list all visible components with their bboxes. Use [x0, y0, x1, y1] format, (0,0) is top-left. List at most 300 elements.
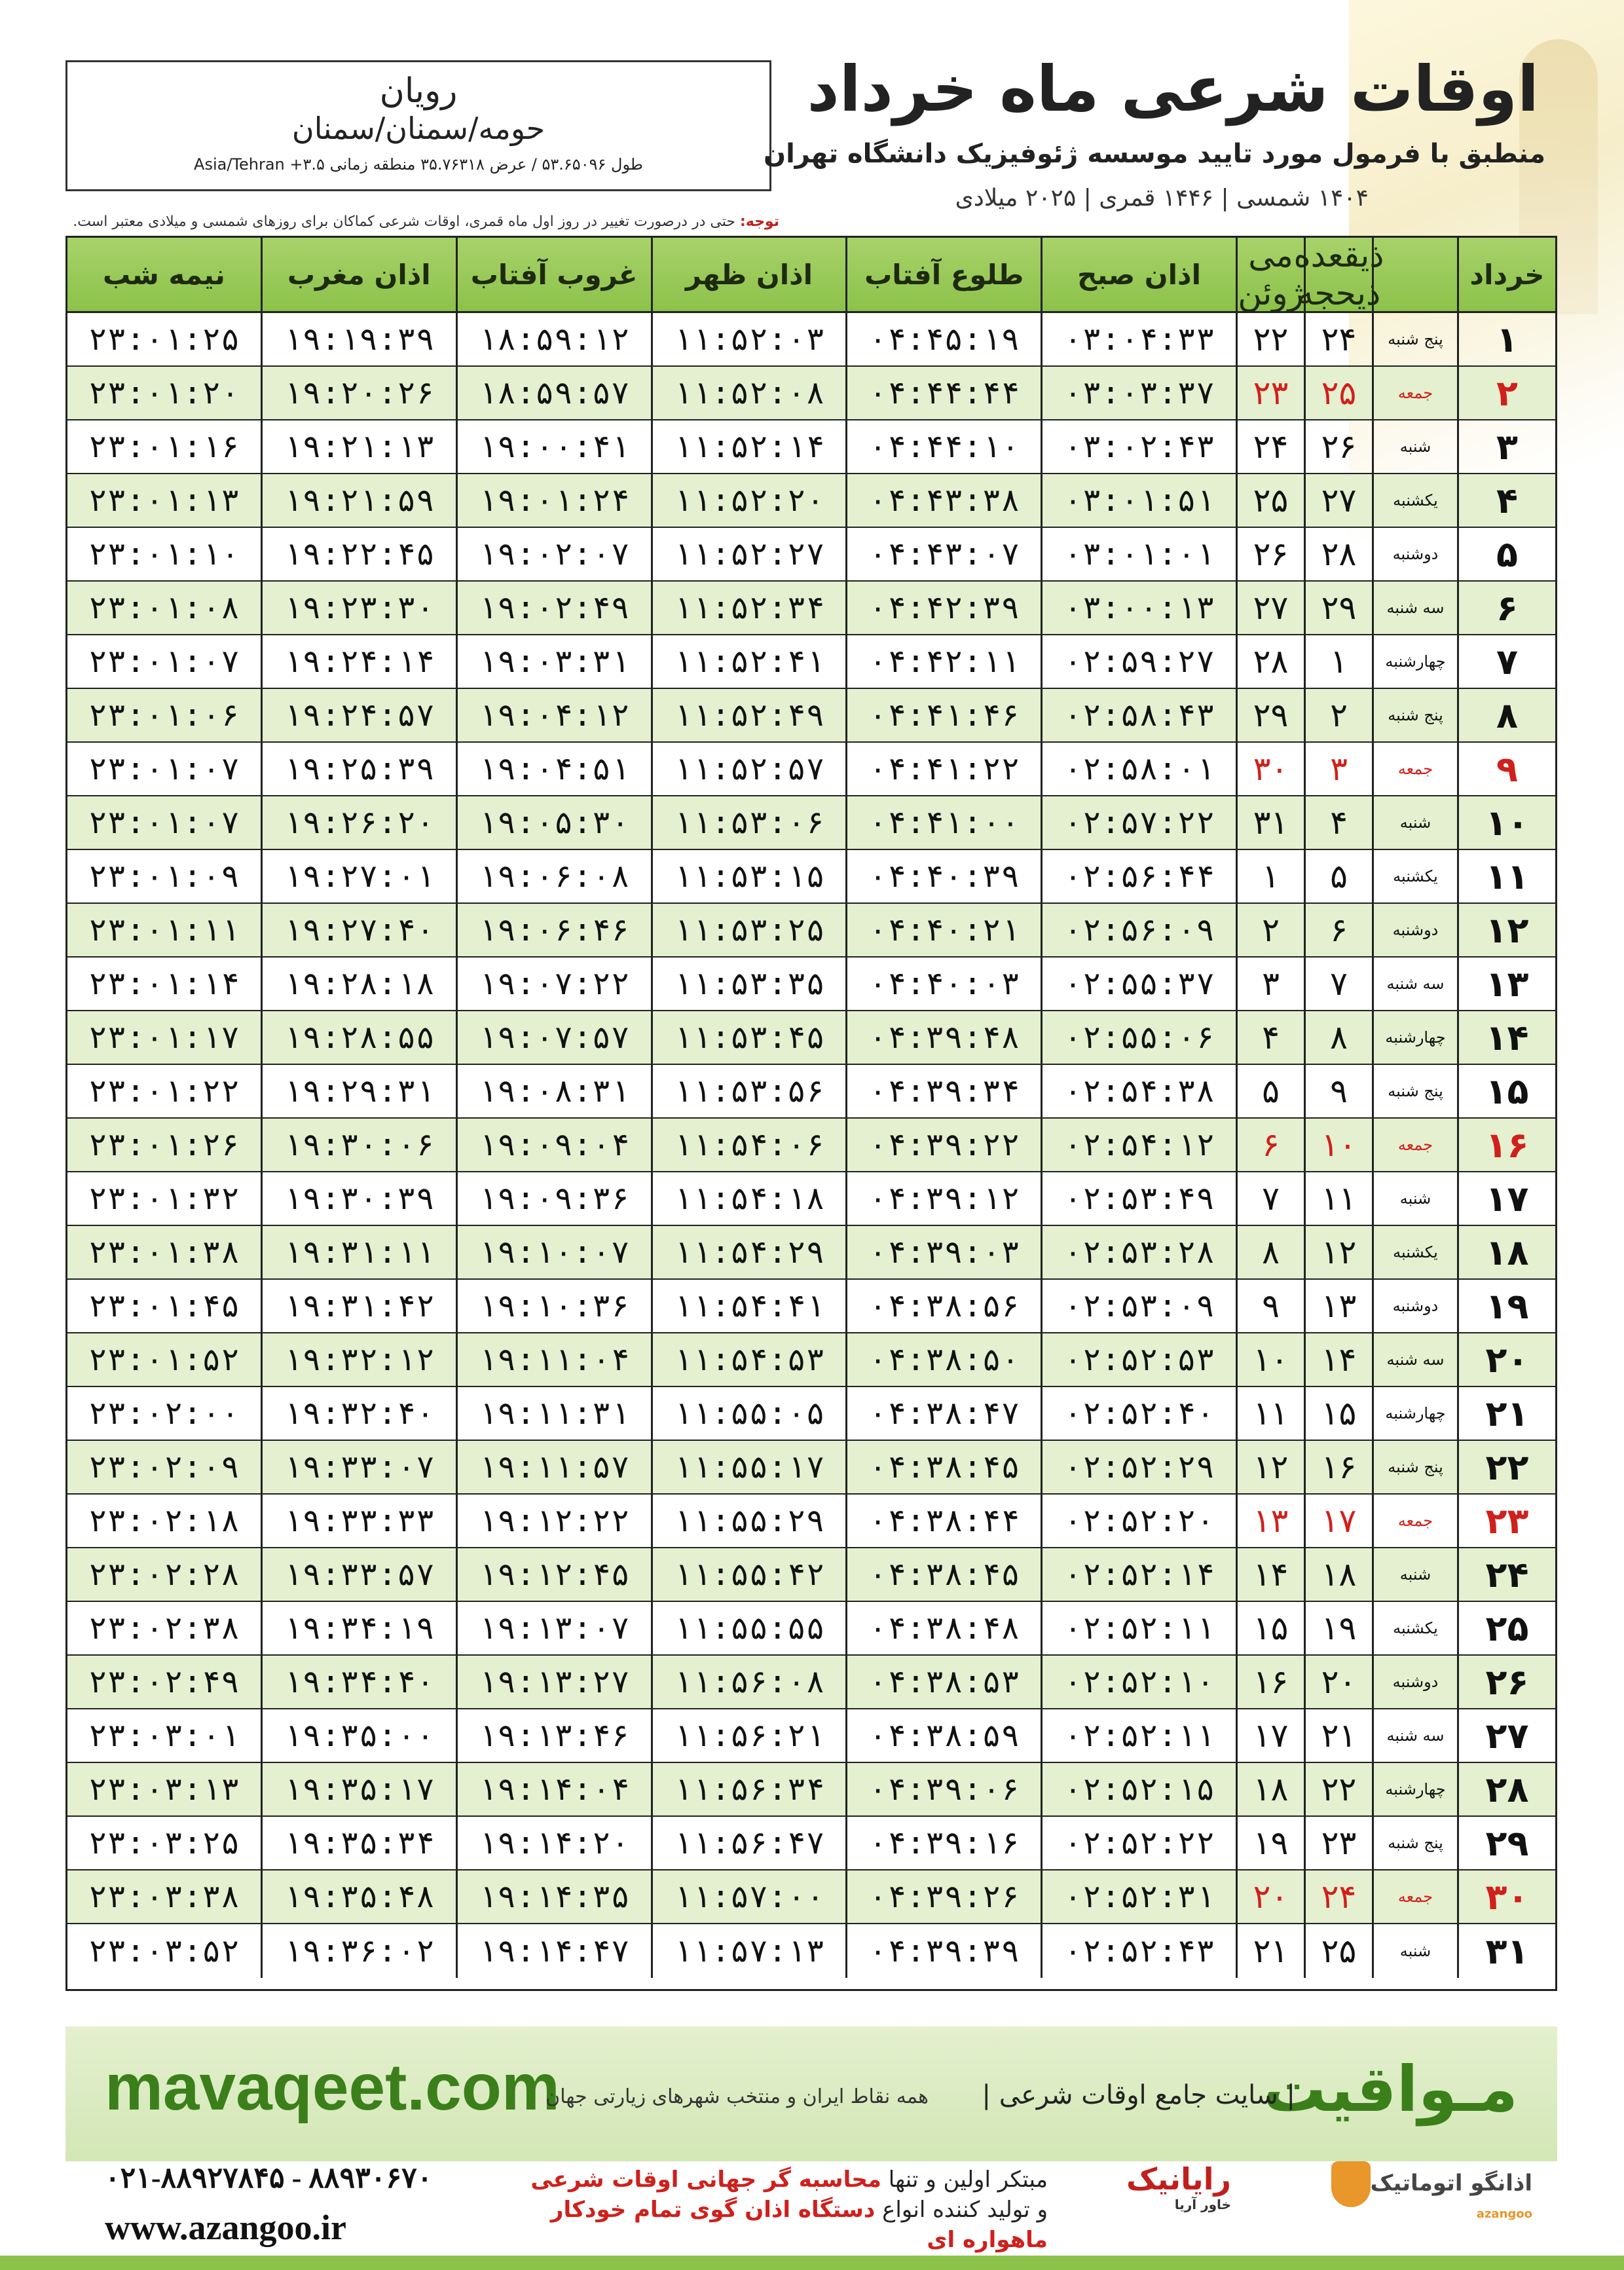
table-row: [67, 689, 1555, 743]
gregorian-day: ۶: [1236, 1119, 1304, 1171]
sunset-time: ۱۹:۱۱:۳۱: [456, 1387, 651, 1440]
gregorian-day: ۱۶: [1236, 1656, 1304, 1708]
day-number: [1457, 1656, 1555, 1708]
day-number: [1457, 1226, 1555, 1278]
weekday: شنبه: [1372, 1548, 1457, 1601]
weekday: جمعه: [1372, 367, 1457, 419]
table-row: [67, 958, 1555, 1011]
table-row: [67, 313, 1555, 367]
day-number: [1457, 635, 1555, 688]
table-row: [67, 1333, 1555, 1387]
midnight-time: ۲۳:۰۱:۲۵: [88, 321, 240, 358]
gregorian-day: ۲۵: [1236, 474, 1304, 527]
azangoo-logo: [1323, 2161, 1532, 2221]
day-number: [1457, 796, 1555, 849]
hijri-day: ۲۵: [1304, 1924, 1372, 1978]
weekday: سه شنبه: [1372, 958, 1457, 1010]
day-number: [1457, 528, 1555, 580]
hijri-day: ۶: [1304, 904, 1372, 956]
gregorian-day: ۲۸: [1236, 635, 1304, 688]
day-number: [1457, 1924, 1555, 1978]
bottom-stripe: [0, 2256, 1624, 2270]
hijri-day: ۱۵: [1304, 1387, 1372, 1440]
sunrise-time: ۰۴:۳۹:۳۴: [845, 1065, 1041, 1117]
dhuhr-time: ۱۱:۵۶:۰۸: [651, 1656, 846, 1708]
gregorian-day: ۲۷: [1236, 582, 1304, 634]
gregorian-day: ۱۸: [1236, 1763, 1304, 1815]
day-number-text: ۱۱: [1485, 855, 1529, 897]
fajr-time: ۰۲:۵۹:۲۷: [1041, 635, 1236, 688]
weekday: دوشنبه: [1372, 1656, 1457, 1708]
table-row: [67, 743, 1555, 796]
fajr-time: ۰۲:۵۳:۴۹: [1041, 1172, 1236, 1225]
day-number: [1457, 1119, 1555, 1171]
col-month: خرداد: [1457, 238, 1555, 311]
midnight-time: ۲۳:۰۱:۲۶: [88, 1126, 240, 1163]
day-number: [1457, 1011, 1555, 1064]
dhuhr-time: ۱۱:۵۳:۳۵: [651, 958, 846, 1010]
note: [65, 214, 779, 230]
col-weekday: [1372, 238, 1457, 311]
gregorian-day: ۲۶: [1236, 528, 1304, 580]
midnight-time: ۲۳:۰۱:۴۵: [88, 1288, 240, 1324]
location-name: رویان: [379, 71, 458, 111]
sunset-time: ۱۹:۰۰:۴۱: [456, 420, 651, 473]
sunrise-time: ۰۴:۳۸:۴۸: [845, 1602, 1041, 1654]
day-number-text: ۵: [1496, 533, 1518, 575]
fajr-time: ۰۲:۵۲:۱۱: [1041, 1709, 1236, 1762]
day-number-text: ۲۱: [1485, 1392, 1529, 1434]
sunrise-time: ۰۴:۳۸:۴۷: [845, 1387, 1041, 1440]
day-number-text: ۱۵: [1485, 1070, 1529, 1112]
sunrise-time: ۰۴:۴۳:۳۸: [845, 474, 1041, 527]
day-number-text: ۲۰: [1485, 1339, 1529, 1381]
midnight-time: ۲۳:۰۱:۱۳: [88, 482, 240, 519]
col-greg-top: می: [1248, 236, 1293, 274]
gregorian-day: ۲۳: [1236, 367, 1304, 419]
day-number: [1457, 1495, 1555, 1547]
hijri-day: ۴: [1304, 796, 1372, 849]
table-row: [67, 1817, 1555, 1870]
fajr-time: ۰۲:۵۸:۰۱: [1041, 743, 1236, 795]
table-row: [67, 582, 1555, 635]
maghrib-time: ۱۹:۲۸:۵۵: [261, 1011, 456, 1064]
hijri-day: ۲۰: [1304, 1656, 1372, 1708]
gregorian-day: ۲۹: [1236, 689, 1304, 741]
sunset-time: ۱۹:۱۴:۲۰: [456, 1817, 651, 1869]
day-number-text: ۴: [1496, 479, 1518, 521]
promo-text: [458, 2165, 1048, 2255]
day-number-text: ۶: [1496, 587, 1518, 629]
hijri-day: ۱۸: [1304, 1548, 1372, 1601]
sunset-time: ۱۸:۵۹:۵۷: [456, 367, 651, 419]
gregorian-day: ۵: [1236, 1065, 1304, 1117]
maghrib-time: ۱۹:۲۰:۲۶: [261, 367, 456, 419]
midnight-time: ۲۳:۰۱:۰۷: [88, 804, 240, 841]
table-row: [67, 1602, 1555, 1656]
sunrise-time: ۰۴:۳۹:۲۶: [845, 1870, 1041, 1923]
sunrise-time: ۰۴:۳۸:۴۴: [845, 1495, 1041, 1547]
day-number-text: ۱۶: [1485, 1124, 1529, 1166]
gregorian-day: ۲۲: [1236, 313, 1304, 365]
sunrise-time: ۰۴:۴۲:۱۱: [845, 635, 1041, 688]
gregorian-day: ۹: [1236, 1280, 1304, 1332]
midnight-time: ۲۳:۰۱:۰۷: [88, 643, 240, 680]
dhuhr-time: ۱۱:۵۲:۲۷: [651, 528, 846, 580]
maghrib-time: ۱۹:۱۹:۳۹: [261, 313, 456, 365]
rayanik-logo-sub: خاور آریا: [1174, 2197, 1231, 2212]
day-number: [1457, 1870, 1555, 1923]
dhuhr-time: ۱۱:۵۴:۱۸: [651, 1172, 846, 1225]
sunrise-time: ۰۴:۴۰:۰۳: [845, 958, 1041, 1010]
midnight-time: ۲۳:۰۱:۱۴: [88, 965, 240, 1002]
day-number-text: ۳: [1496, 426, 1518, 468]
day-number-text: ۲۸: [1485, 1768, 1529, 1810]
gregorian-day: ۴: [1236, 1011, 1304, 1064]
day-number-text: ۳۱: [1485, 1930, 1529, 1972]
table-row: [67, 1441, 1555, 1495]
col-hijri-top: ذیقعده: [1293, 236, 1384, 274]
day-number: [1457, 420, 1555, 473]
midnight-time: ۲۳:۰۳:۵۲: [88, 1933, 240, 1969]
day-number-text: ۲۵: [1485, 1607, 1529, 1649]
page-title: اوقات شرعی ماه خرداد: [807, 52, 1539, 126]
hijri-day: ۳: [1304, 743, 1372, 795]
sunset-time: ۱۹:۰۹:۳۶: [456, 1172, 651, 1225]
promo-line2-a: و تولید کننده انواع: [882, 2197, 1048, 2223]
table-row: [67, 420, 1555, 474]
sunrise-time: ۰۴:۴۰:۳۹: [845, 850, 1041, 902]
weekday: چهارشنبه: [1372, 635, 1457, 688]
maghrib-time: ۱۹:۳۵:۳۴: [261, 1817, 456, 1869]
hijri-day: ۲۱: [1304, 1709, 1372, 1762]
dhuhr-time: ۱۱:۵۴:۴۱: [651, 1280, 846, 1332]
sunset-time: ۱۹:۱۳:۰۷: [456, 1602, 651, 1654]
gregorian-day: ۲: [1236, 904, 1304, 956]
day-number: [1457, 850, 1555, 902]
table-row: [67, 528, 1555, 582]
maghrib-time: ۱۹:۳۱:۴۲: [261, 1280, 456, 1332]
hijri-day: ۲۴: [1304, 313, 1372, 365]
sunset-time: ۱۹:۱۴:۰۴: [456, 1763, 651, 1815]
day-number-text: ۲۴: [1485, 1554, 1529, 1595]
sunrise-time: ۰۴:۳۸:۴۵: [845, 1441, 1041, 1493]
table-row: [67, 1763, 1555, 1817]
day-number: [1457, 1763, 1555, 1815]
day-number-text: ۲۲: [1485, 1446, 1529, 1488]
note-label: توجه:: [739, 214, 779, 230]
fajr-time: ۰۲:۵۲:۲۹: [1041, 1441, 1236, 1493]
weekday: جمعه: [1372, 1495, 1457, 1547]
table-row: [67, 367, 1555, 420]
fajr-time: ۰۲:۵۲:۲۰: [1041, 1495, 1236, 1547]
maghrib-time: ۱۹:۳۳:۳۳: [261, 1495, 456, 1547]
fajr-time: ۰۳:۰۲:۴۳: [1041, 420, 1236, 473]
col-hijri: [1293, 236, 1384, 312]
azangoo-link[interactable]: www.azangoo.ir: [105, 2208, 346, 2247]
midnight-time: ۲۳:۰۱:۱۱: [88, 912, 240, 948]
maghrib-time: ۱۹:۳۵:۱۷: [261, 1763, 456, 1815]
gregorian-day: ۷: [1236, 1172, 1304, 1225]
sunset-time: ۱۹:۱۴:۳۵: [456, 1870, 651, 1923]
col-fajr: اذان صبح: [1041, 238, 1236, 311]
weekday: جمعه: [1372, 1119, 1457, 1171]
midnight-time: ۲۳:۰۲:۰۰: [88, 1395, 240, 1432]
weekday: شنبه: [1372, 420, 1457, 473]
sunset-time: ۱۸:۵۹:۱۲: [456, 313, 651, 365]
hijri-day: ۲۲: [1304, 1763, 1372, 1815]
footer-banner: [65, 2026, 1557, 2161]
fajr-time: ۰۲:۵۴:۳۸: [1041, 1065, 1236, 1117]
maghrib-time: ۱۹:۲۴:۵۷: [261, 689, 456, 741]
sunrise-time: ۰۴:۴۴:۱۰: [845, 420, 1041, 473]
dhuhr-time: ۱۱:۵۴:۰۶: [651, 1119, 846, 1171]
sunset-time: ۱۹:۱۱:۰۴: [456, 1333, 651, 1386]
day-number-text: ۳۰: [1485, 1876, 1529, 1918]
sunset-time: ۱۹:۰۶:۰۸: [456, 850, 651, 902]
dhuhr-time: ۱۱:۵۳:۰۶: [651, 796, 846, 849]
day-number-text: ۲۳: [1485, 1500, 1529, 1542]
col-midnight: نیمه شب: [102, 258, 225, 291]
day-number-text: ۱۴: [1485, 1016, 1529, 1058]
fajr-time: ۰۲:۵۳:۰۹: [1041, 1280, 1236, 1332]
azangoo-icon: [1331, 2161, 1371, 2207]
weekday: دوشنبه: [1372, 528, 1457, 580]
dhuhr-time: ۱۱:۵۵:۰۵: [651, 1387, 846, 1440]
gregorian-day: ۱۹: [1236, 1817, 1304, 1869]
azangoo-text: اذانگو اتوماتیک: [1370, 2170, 1532, 2197]
hijri-day: ۱۷: [1304, 1495, 1372, 1547]
gregorian-day: ۱۱: [1236, 1387, 1304, 1440]
weekday: پنج شنبه: [1372, 313, 1457, 365]
promo-line1-a: مبتکر اولین و تنها: [888, 2167, 1048, 2193]
day-number-text: ۲۷: [1485, 1715, 1529, 1757]
table-body: [67, 313, 1555, 1978]
weekday: شنبه: [1372, 1172, 1457, 1225]
sunrise-time: ۰۴:۳۸:۵۹: [845, 1709, 1041, 1762]
midnight-time: ۲۳:۰۱:۳۸: [88, 1234, 240, 1271]
fajr-time: ۰۳:۰۰:۱۳: [1041, 582, 1236, 634]
location-coords: طول ۵۳.۶۵۰۹۶ / عرض ۳۵.۷۶۳۱۸ منطقه زمانی ۳.۵+ Asia/Tehran: [194, 155, 643, 174]
day-number: [1457, 743, 1555, 795]
table-row: [67, 1870, 1555, 1924]
dhuhr-time: ۱۱:۵۲:۰۸: [651, 367, 846, 419]
dhuhr-time: ۱۱:۵۵:۵۵: [651, 1602, 846, 1654]
day-number: [1457, 958, 1555, 1010]
sunset-time: ۱۹:۰۴:۱۲: [456, 689, 651, 741]
day-number-text: ۱۰: [1485, 802, 1529, 844]
col-dhuhr: اذان ظهر: [651, 238, 846, 311]
fajr-time: ۰۲:۵۲:۱۱: [1041, 1602, 1236, 1654]
sunrise-time: ۰۴:۳۹:۴۸: [845, 1011, 1041, 1064]
fajr-time: ۰۲:۵۲:۴۳: [1041, 1924, 1236, 1978]
midnight-time: ۲۳:۰۳:۳۸: [88, 1878, 240, 1915]
maghrib-time: ۱۹:۲۶:۲۰: [261, 796, 456, 849]
sunrise-time: ۰۴:۴۴:۴۴: [845, 367, 1041, 419]
maghrib-time: ۱۹:۳۵:۰۰: [261, 1709, 456, 1762]
weekday: پنج شنبه: [1372, 1441, 1457, 1493]
hijri-day: ۵: [1304, 850, 1372, 902]
midnight-time: ۲۳:۰۲:۲۸: [88, 1556, 240, 1593]
dhuhr-time: ۱۱:۵۲:۱۴: [651, 420, 846, 473]
maghrib-time: ۱۹:۲۸:۱۸: [261, 958, 456, 1010]
hijri-day: ۱: [1304, 635, 1372, 688]
day-number: [1457, 689, 1555, 741]
midnight-time: ۲۳:۰۳:۰۱: [88, 1717, 240, 1754]
hijri-day: ۷: [1304, 958, 1372, 1010]
sunrise-time: ۰۴:۴۰:۲۱: [845, 904, 1041, 956]
sunrise-time: ۰۴:۳۹:۰۳: [845, 1226, 1041, 1278]
gregorian-day: ۸: [1236, 1226, 1304, 1278]
gregorian-day: ۱: [1236, 850, 1304, 902]
sunset-time: ۱۹:۱۰:۳۶: [456, 1280, 651, 1332]
table-row: [67, 1226, 1555, 1280]
hijri-day: ۱۳: [1304, 1280, 1372, 1332]
site-link[interactable]: mavaqeet.com: [105, 2051, 560, 2124]
table-row: [67, 1548, 1555, 1602]
fajr-time: ۰۲:۵۶:۰۹: [1041, 904, 1236, 956]
day-number: [1457, 1065, 1555, 1117]
gregorian-day: ۳۱: [1236, 796, 1304, 849]
weekday: یکشنبه: [1372, 1226, 1457, 1278]
weekday: یکشنبه: [1372, 474, 1457, 527]
sunrise-time: ۰۴:۳۹:۱۶: [845, 1817, 1041, 1869]
fajr-time: ۰۲:۵۲:۱۵: [1041, 1763, 1236, 1815]
table-row: [67, 474, 1555, 528]
weekday: دوشنبه: [1372, 904, 1457, 956]
maghrib-time: ۱۹:۲۹:۳۱: [261, 1065, 456, 1117]
day-number-text: ۲: [1496, 372, 1518, 414]
fajr-time: ۰۲:۵۸:۴۳: [1041, 689, 1236, 741]
table-row: [67, 850, 1555, 904]
sunrise-time: ۰۴:۳۹:۱۲: [845, 1172, 1041, 1225]
dhuhr-time: ۱۱:۵۶:۲۱: [651, 1709, 846, 1762]
sunrise-time: ۰۴:۳۹:۳۹: [845, 1924, 1041, 1978]
dhuhr-time: ۱۱:۵۲:۴۹: [651, 689, 846, 741]
col-gregorian: [1236, 238, 1304, 311]
maghrib-time: ۱۹:۲۷:۰۱: [261, 850, 456, 902]
hijri-day: ۲۹: [1304, 582, 1372, 634]
weekday: چهارشنبه: [1372, 1763, 1457, 1815]
dhuhr-time: ۱۱:۵۴:۵۳: [651, 1333, 846, 1386]
hijri-day: ۱۶: [1304, 1441, 1372, 1493]
sunrise-time: ۰۴:۳۹:۰۶: [845, 1763, 1041, 1815]
day-number-text: ۱۸: [1485, 1231, 1529, 1273]
maghrib-time: ۱۹:۲۳:۳۰: [261, 582, 456, 634]
weekday: شنبه: [1372, 796, 1457, 849]
fajr-time: ۰۲:۵۵:۰۶: [1041, 1011, 1236, 1064]
hijri-day: ۱۴: [1304, 1333, 1372, 1386]
weekday: دوشنبه: [1372, 1280, 1457, 1332]
midnight-time: ۲۳:۰۲:۴۹: [88, 1664, 240, 1700]
fajr-time: ۰۲:۵۲:۵۳: [1041, 1333, 1236, 1386]
midnight-time: ۲۳:۰۱:۵۲: [88, 1341, 240, 1378]
midnight-time: ۲۳:۰۱:۰۶: [88, 697, 240, 734]
sunset-time: ۱۹:۰۹:۰۴: [456, 1119, 651, 1171]
phone-numbers: ۰۲۱-۸۸۹۲۷۸۴۵ - ۸۸۹۳۰۶۷۰: [105, 2162, 433, 2194]
dhuhr-time: ۱۱:۵۲:۳۴: [651, 582, 846, 634]
sunset-time: ۱۹:۰۲:۰۷: [456, 528, 651, 580]
gregorian-day: ۲۴: [1236, 420, 1304, 473]
sunrise-time: ۰۴:۴۱:۰۰: [845, 796, 1041, 849]
sunset-time: ۱۹:۰۷:۵۷: [456, 1011, 651, 1064]
maghrib-time: ۱۹:۳۰:۳۹: [261, 1172, 456, 1225]
weekday: چهارشنبه: [1372, 1387, 1457, 1440]
day-number-text: ۲۹: [1485, 1822, 1529, 1864]
day-number: [1457, 1709, 1555, 1762]
gregorian-day: ۱۲: [1236, 1441, 1304, 1493]
fajr-time: ۰۲:۵۷:۲۲: [1041, 796, 1236, 849]
sunrise-time: ۰۴:۴۳:۰۷: [845, 528, 1041, 580]
dhuhr-time: ۱۱:۵۶:۳۴: [651, 1763, 846, 1815]
promo-line1-b: محاسبه گر جهانی اوقات شرعی: [530, 2167, 881, 2193]
dhuhr-time: ۱۱:۵۳:۲۵: [651, 904, 846, 956]
dhuhr-time: ۱۱:۵۴:۲۹: [651, 1226, 846, 1278]
table-row: [67, 1495, 1555, 1548]
sunrise-time: ۰۴:۴۱:۲۲: [845, 743, 1041, 795]
day-number: [1457, 1387, 1555, 1440]
sunset-time: ۱۹:۰۲:۴۹: [456, 582, 651, 634]
day-number-text: ۱۳: [1485, 963, 1529, 1005]
midnight-time: ۲۳:۰۱:۰۸: [88, 589, 240, 626]
day-number: [1457, 1280, 1555, 1332]
col-maghrib: اذان مغرب: [261, 238, 456, 311]
page-subtitle: منطبق با فرمول مورد تایید موسسه ژئوفیزیک دانشگاه تهران: [763, 139, 1545, 169]
maghrib-time: ۱۹:۳۵:۴۸: [261, 1870, 456, 1923]
weekday: چهارشنبه: [1372, 1011, 1457, 1064]
hijri-day: ۲۴: [1304, 1870, 1372, 1923]
sunrise-time: ۰۴:۳۸:۴۵: [845, 1548, 1041, 1601]
table-header: [67, 238, 1555, 313]
weekday: جمعه: [1372, 1870, 1457, 1923]
sunset-time: ۱۹:۰۵:۳۰: [456, 796, 651, 849]
sunset-time: ۱۹:۱۲:۴۵: [456, 1548, 651, 1601]
hijri-day: ۱۰: [1304, 1119, 1372, 1171]
dhuhr-time: ۱۱:۵۵:۴۲: [651, 1548, 846, 1601]
midnight-time: ۲۳:۰۲:۱۸: [88, 1502, 240, 1539]
dhuhr-time: ۱۱:۵۳:۱۵: [651, 850, 846, 902]
table-row: [67, 1924, 1555, 1978]
sunset-time: ۱۹:۱۴:۴۷: [456, 1924, 651, 1978]
maghrib-time: ۱۹:۳۳:۵۷: [261, 1548, 456, 1601]
day-number-text: ۲۶: [1485, 1661, 1529, 1703]
col-greg-bottom: ژوئن: [1238, 274, 1304, 312]
midnight-time: ۲۳:۰۳:۲۵: [88, 1825, 240, 1861]
dhuhr-time: ۱۱:۵۳:۴۵: [651, 1011, 846, 1064]
table-row: [67, 1011, 1555, 1065]
midnight-time: ۲۳:۰۱:۱۶: [88, 428, 240, 465]
maghrib-time: ۱۹:۳۱:۱۱: [261, 1226, 456, 1278]
table-row: [67, 1656, 1555, 1709]
day-number: [1457, 904, 1555, 956]
weekday: سه شنبه: [1372, 582, 1457, 634]
maghrib-time: ۱۹:۳۰:۰۶: [261, 1119, 456, 1171]
hijri-day: ۲۸: [1304, 528, 1372, 580]
fajr-time: ۰۲:۵۲:۴۰: [1041, 1387, 1236, 1440]
sunset-time: ۱۹:۱۳:۴۶: [456, 1709, 651, 1762]
day-number: [1457, 1441, 1555, 1493]
gregorian-day: ۳۰: [1236, 743, 1304, 795]
date-line: ۱۴۰۴ شمسی | ۱۴۴۶ قمری | ۲۰۲۵ میلادی: [955, 185, 1369, 212]
fajr-time: ۰۲:۵۵:۳۷: [1041, 958, 1236, 1010]
hijri-day: ۲۶: [1304, 420, 1372, 473]
sunrise-time: ۰۴:۳۸:۵۶: [845, 1280, 1041, 1332]
gregorian-day: ۱۷: [1236, 1709, 1304, 1762]
day-number: [1457, 313, 1555, 365]
midnight-time: ۲۳:۰۲:۳۸: [88, 1610, 240, 1647]
azangoo-logo-sub: azangoo: [1476, 2207, 1532, 2221]
table-row: [67, 1709, 1555, 1763]
